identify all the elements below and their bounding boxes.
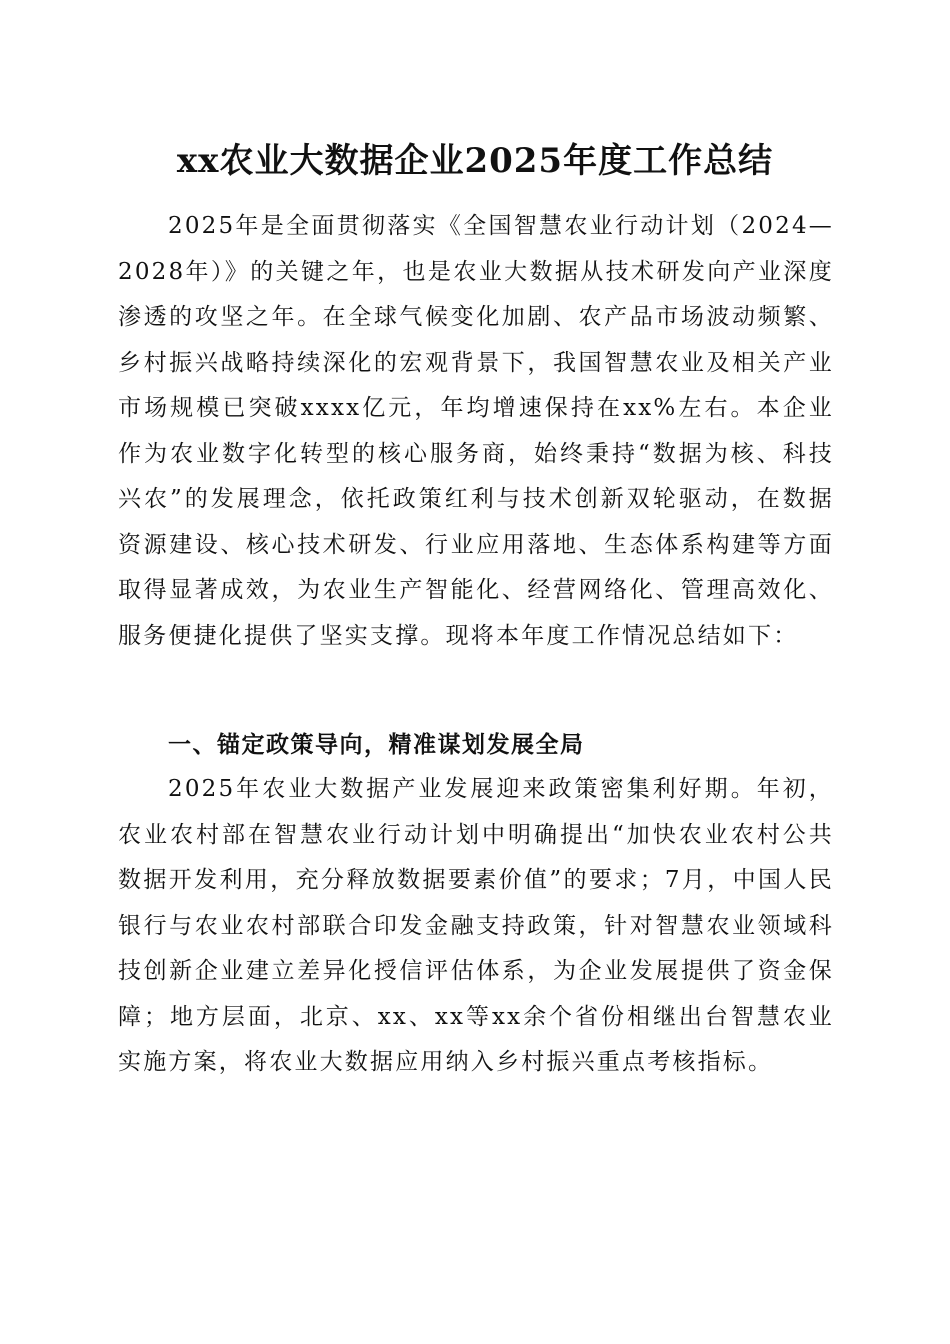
document-title: xx农业大数据企业2025年度工作总结 [176,141,774,181]
intro-paragraph: 2025年是全面贯彻落实《全国智慧农业行动计划（2024—2028年）》的关键之年，也是农业大数据从技术研发向产业深度渗透的攻坚之年。在全球气候变化加剧、农产品市场波动频繁、乡村振兴战略持续深化的宏观背景下，我国智慧农业及相关产业市场规模已突破xxxx亿元，年均增速保持在xx%左右。本企业作为农业数字化转型的核心服务商，始终秉持“数据为核、科技兴农”的发展理念，依托政策红利与技术创新双轮驱动，在数据资源建设、核心技术研发、行业应用落地、生态体系构建等方面取得显著成效，为农业生产智能化、经营网络化、管理高效化、服务便捷化提供了坚实支撑。现将本年度工作情况总结如下： [118,213,834,649]
section-heading: 一、锚定政策导向，精准谋划发展全局 [168,732,585,758]
section-paragraph: 2025年农业大数据产业发展迎来政策密集利好期。年初，农业农村部在智慧农业行动计划中明确提出“加快农业农村公共数据开发利用，充分释放数据要素价值”的要求；7月，中国人民银行与农业农村部联合印发金融支持政策，针对智慧农业领域科技创新企业建立差异化授信评估体系，为企业发展提供了资金保障；地方层面，北京、xx、xx等xx余个省份相继出台智慧农业实施方案，将农业大数据应用纳入乡村振兴重点考核指标。 [118,776,834,1075]
